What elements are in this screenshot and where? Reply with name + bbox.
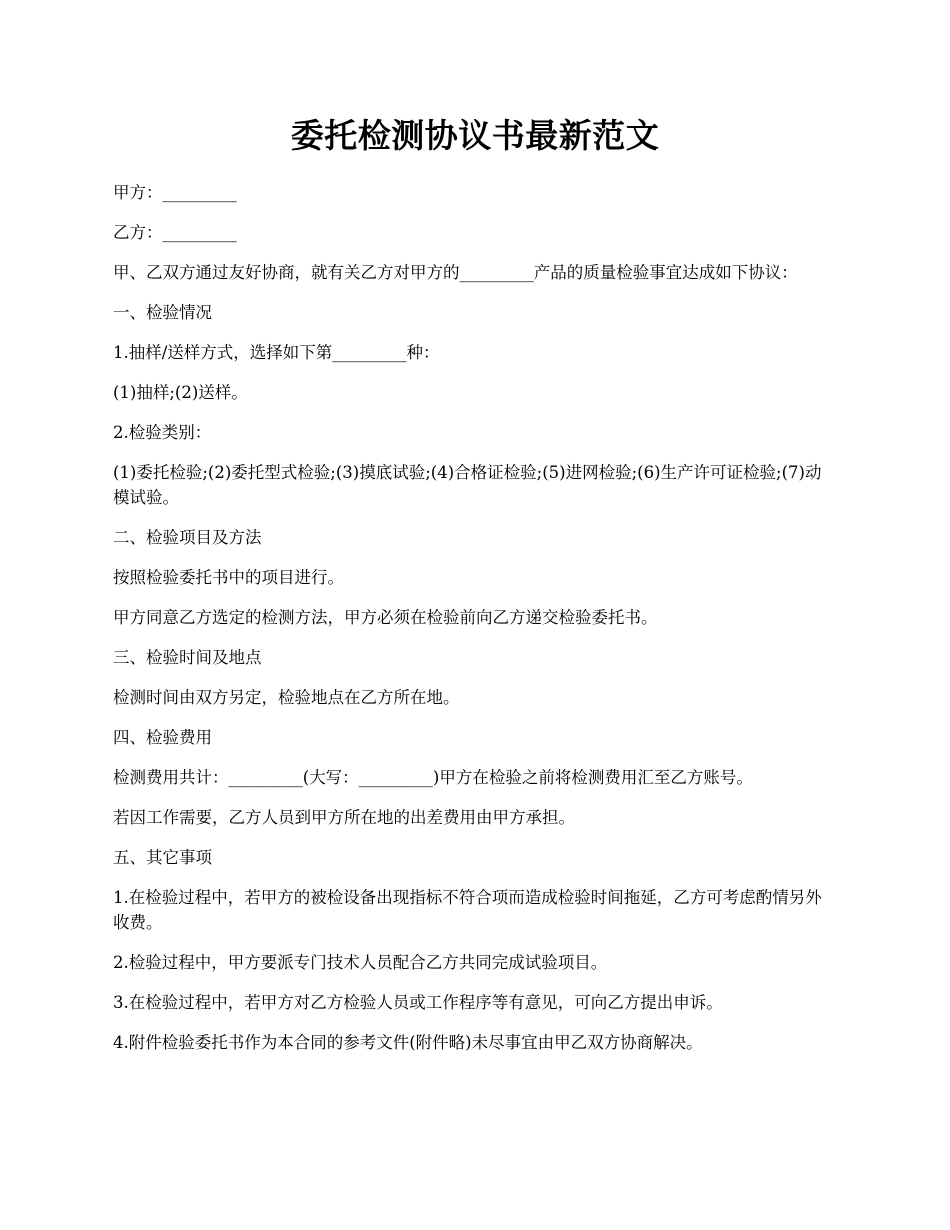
clause-1-2: 2.检验类别：: [113, 423, 212, 442]
section-heading-4: 四、检验费用: [113, 728, 212, 747]
clause-1-2-options: (1)委托检验;(2)委托型式检验;(3)摸底试验;(4)合格证检验;(5)进网检验;(6)生产许可证检验;(7)动模试验。: [113, 463, 822, 507]
clause-2-1: 按照检验委托书中的项目进行。: [113, 568, 344, 587]
section-heading-1: 一、检验情况: [113, 303, 212, 322]
clause-2-2: 甲方同意乙方选定的检测方法，甲方必须在检验前向乙方递交检验委托书。: [113, 608, 658, 627]
clause-5-1: 1.在检验过程中，若甲方的被检设备出现指标不符合项而造成检验时间拖延，乙方可考虑酌情另外收费。: [113, 888, 822, 932]
clause-3-1: 检测时间由双方另定，检验地点在乙方所在地。: [113, 688, 460, 707]
clause-1-1: 1.抽样/送样方式，选择如下第_________种：: [113, 343, 440, 362]
document-body: [113, 180, 837, 1070]
party-b-line: 乙方：_________: [113, 223, 237, 242]
intro-paragraph: 甲、乙双方通过友好协商，就有关乙方对甲方的_________产品的质量检验事宜达成如下协议：: [113, 263, 798, 282]
party-a-line: 甲方：_________: [113, 183, 237, 202]
clause-4-2: 若因工作需要，乙方人员到甲方所在地的出差费用由甲方承担。: [113, 808, 575, 827]
clause-5-3: 3.在检验过程中，若甲方对乙方检验人员或工作程序等有意见，可向乙方提出申诉。: [113, 993, 723, 1012]
clause-5-4: 4.附件检验委托书作为本合同的参考文件(附件略)未尽事宜由甲乙双方协商解决。: [113, 1033, 703, 1052]
clause-5-2: 2.检验过程中，甲方要派专门技术人员配合乙方共同完成试验项目。: [113, 953, 608, 972]
section-heading-2: 二、检验项目及方法: [113, 528, 262, 547]
document-title: 委托检测协议书最新范文: [290, 116, 660, 155]
clause-4-1: 检测费用共计：_________(大写：_________)甲方在检验之前将检测费用汇至乙方账号。: [113, 768, 753, 787]
clause-1-1-options: (1)抽样;(2)送样。: [113, 383, 248, 402]
section-heading-5: 五、其它事项: [113, 848, 212, 867]
section-heading-3: 三、检验时间及地点: [113, 648, 262, 667]
